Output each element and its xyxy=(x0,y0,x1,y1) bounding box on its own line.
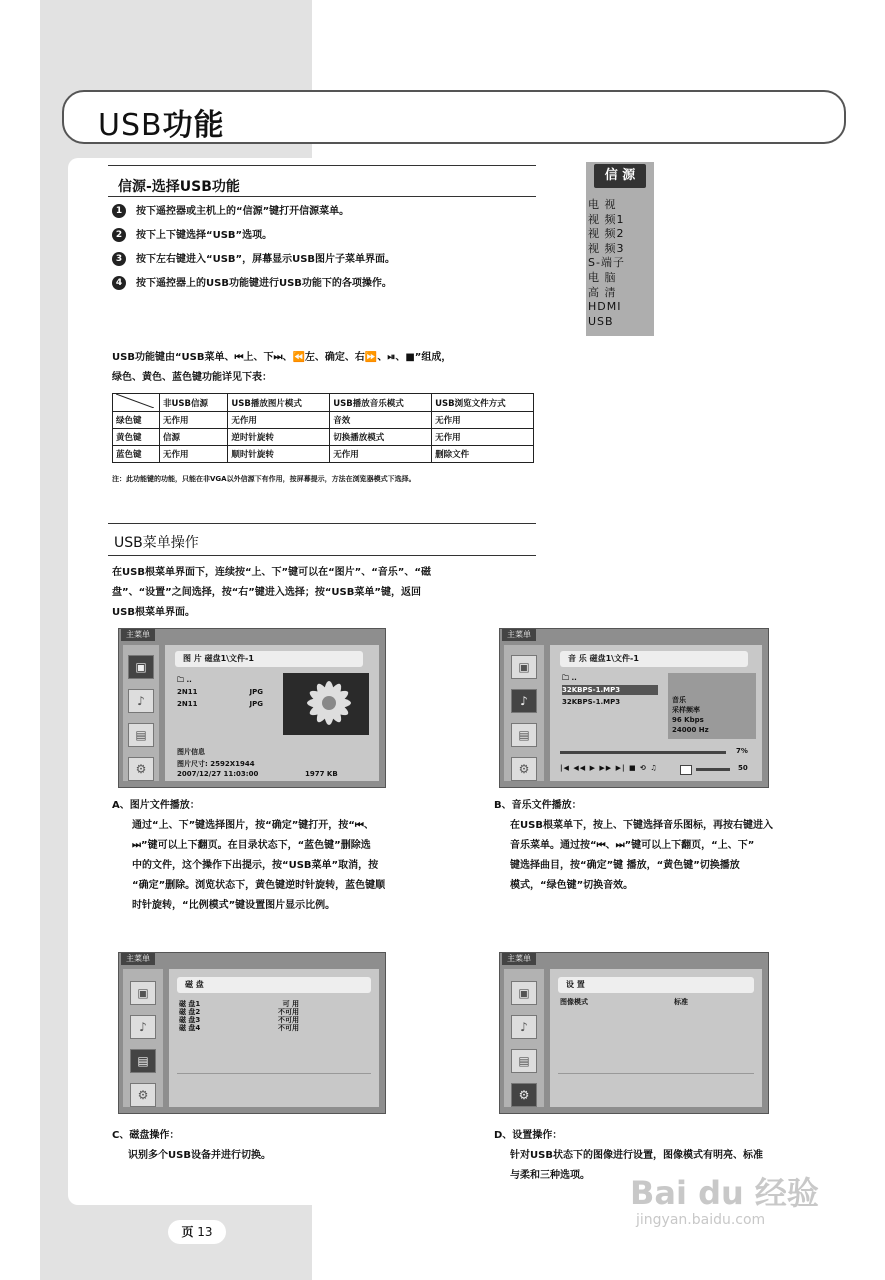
step-text: 按下上下键选择“USB”选项。 xyxy=(136,230,273,241)
file-ext: JPG xyxy=(249,688,263,696)
step-list xyxy=(112,200,552,296)
divider xyxy=(558,1073,754,1074)
music-info-line: 采样频率 xyxy=(672,706,700,714)
folder-up-item[interactable] xyxy=(177,675,192,685)
para-line: USB根菜单界面。 xyxy=(112,607,195,618)
screen-sidebar xyxy=(123,969,163,1107)
table-cell: 删除文件 xyxy=(432,446,534,463)
disk-name: 磁 盘1 xyxy=(179,1000,201,1008)
source-item[interactable]: 电 脑 xyxy=(588,270,617,284)
page-label: 页 xyxy=(181,1225,194,1239)
table-cell: 无作用 xyxy=(160,412,228,429)
main-menu-tab[interactable]: 主菜单 xyxy=(502,953,536,965)
disk-row[interactable] xyxy=(179,1023,299,1033)
caption-title: A、图片文件播放： xyxy=(112,800,200,811)
setting-value[interactable]: 标准 xyxy=(674,998,688,1006)
section1-heading: 信源-选择USB功能 xyxy=(118,179,240,195)
main-menu-tab[interactable]: 主菜单 xyxy=(121,629,155,641)
file-item[interactable] xyxy=(177,687,263,697)
table-cell: 切换播放模式 xyxy=(330,429,432,446)
caption-line: 音乐菜单。通过按“⏮、⏭”键可以上下翻页，“上、下” xyxy=(510,840,755,851)
caption-body xyxy=(494,816,856,896)
source-item[interactable]: USB xyxy=(588,314,614,328)
volume-icon xyxy=(680,765,692,775)
main-menu-tab[interactable]: 主菜单 xyxy=(502,629,536,641)
section1-top-rule xyxy=(108,165,536,166)
disk-state: 可 用 xyxy=(282,1000,299,1008)
step-text: 按下左右键进入“USB”，屏幕显示USB图片子菜单界面。 xyxy=(136,254,396,265)
screen-main xyxy=(165,645,379,781)
source-item[interactable]: 高 清 xyxy=(588,285,617,299)
caption-music xyxy=(494,796,856,896)
picture-date: 2007/12/27 11:03:00 xyxy=(177,770,259,778)
volume-bar[interactable] xyxy=(696,768,730,771)
watermark-logo: Bai du 经验 xyxy=(630,1174,819,1212)
progress-percent: 7% xyxy=(736,747,748,755)
source-menu-list xyxy=(588,198,625,329)
screen-main xyxy=(550,645,762,781)
picture-size: 图片尺寸: 2592X1944 xyxy=(177,760,255,768)
table-row xyxy=(113,429,534,446)
table-cell: 蓝色键 xyxy=(113,446,160,463)
disk-state: 不可用 xyxy=(278,1008,299,1016)
divider xyxy=(177,1073,371,1074)
screen-picture xyxy=(118,628,386,788)
step-number: 1 xyxy=(112,204,126,218)
settings-icon[interactable]: ⚙ xyxy=(511,757,537,781)
caption-picture xyxy=(112,796,472,916)
intro-text xyxy=(112,348,552,388)
folder-icon: 🗀 xyxy=(177,676,184,684)
step-number: 3 xyxy=(112,252,126,266)
caption-line: ⏭”键可以上下翻页。在目录状态下，“蓝色键”删除选 xyxy=(132,840,371,851)
main-menu-tab[interactable]: 主菜单 xyxy=(121,953,155,965)
picture-icon[interactable]: ▣ xyxy=(511,655,537,679)
diagonal-line-icon xyxy=(116,394,154,408)
table-note: 注：此功能键的功能，只能在非VGA以外信源下有作用，按屏幕提示，方法在浏览器模式下选择。 xyxy=(112,475,416,483)
screen-title: 图 片 磁盘1\文件-1 xyxy=(175,651,363,667)
music-info-title: 音乐 xyxy=(672,696,686,704)
caption-title: D、设置操作： xyxy=(494,1130,563,1141)
progress-bar[interactable] xyxy=(560,751,726,754)
screen-sidebar xyxy=(504,645,544,781)
step-item xyxy=(112,200,552,224)
music-icon[interactable]: ♪ xyxy=(511,689,537,713)
title-prefix: USB xyxy=(98,108,163,143)
table-cell: 黄色键 xyxy=(113,429,160,446)
step-text: 按下遥控器或主机上的“信源”键打开信源菜单。 xyxy=(136,206,350,217)
watermark-url: jingyan.baidu.com xyxy=(636,1212,766,1228)
setting-label: 图像模式 xyxy=(560,998,588,1006)
step-text: 按下遥控器上的USB功能键进行USB功能下的各项操作。 xyxy=(136,278,392,289)
intro-line: 绿色、黄色、蓝色键功能详见下表： xyxy=(112,372,272,383)
caption-line: 中的文件，这个操作下出提示，按“USB菜单”取消，按 xyxy=(132,860,379,871)
screen-title: 音 乐 磁盘1\文件-1 xyxy=(560,651,748,667)
step-number: 2 xyxy=(112,228,126,242)
intro-line: USB功能键由“USB菜单、⏮上、下⏭、⏪左、确定、右⏩、⏯、■”组成， xyxy=(112,352,452,363)
page-number xyxy=(168,1220,226,1244)
step-item xyxy=(112,224,552,248)
caption-line: 在USB根菜单下，按上、下键选择音乐图标，再按右键进入 xyxy=(510,820,773,831)
settings-icon[interactable]: ⚙ xyxy=(511,1083,537,1107)
source-item[interactable]: 电 视 xyxy=(588,198,617,211)
table-header-cell xyxy=(113,394,160,412)
disk-icon[interactable]: ▤ xyxy=(511,1049,537,1073)
music-icon[interactable]: ♪ xyxy=(511,1015,537,1039)
caption-disk xyxy=(112,1126,452,1166)
source-item[interactable]: 视 频2 xyxy=(588,227,625,241)
caption-line: 通过“上、下”键选择图片，按“确定”键打开，按“⏮、 xyxy=(132,820,374,831)
source-item[interactable]: S-端子 xyxy=(588,256,625,270)
screen-sidebar xyxy=(504,969,544,1107)
screen-title: 设 置 xyxy=(558,977,754,993)
screen-title: 磁 盘 xyxy=(177,977,371,993)
settings-icon[interactable]: ⚙ xyxy=(128,757,154,781)
music-info-line: 24000 Hz xyxy=(672,726,709,734)
table-header-row xyxy=(113,394,534,412)
music-info-line: 96 Kbps xyxy=(672,716,704,724)
music-icon[interactable]: ♪ xyxy=(130,1015,156,1039)
caption-line: 时针旋转，“比例模式”键设置图片显示比例。 xyxy=(132,900,336,911)
photo-preview xyxy=(283,673,369,735)
screen-sidebar xyxy=(123,645,159,781)
music-icon[interactable]: ♪ xyxy=(128,689,154,713)
table-row xyxy=(113,412,534,429)
source-item[interactable]: 视 频3 xyxy=(588,241,625,255)
table-cell: 音效 xyxy=(330,412,432,429)
table-header-cell: USB播放音乐模式 xyxy=(330,394,432,412)
disk-name: 磁 盘4 xyxy=(179,1024,201,1032)
table-cell: 无作用 xyxy=(432,429,534,446)
screen-music xyxy=(499,628,769,788)
source-item[interactable]: 视 频1 xyxy=(588,212,625,226)
file-name: 2N11 xyxy=(177,700,198,708)
music-file-item[interactable]: 32KBPS-1.MP3 xyxy=(562,685,658,695)
caption-body xyxy=(112,816,472,916)
caption-title: B、音乐文件播放： xyxy=(494,800,582,811)
screen-disk xyxy=(118,952,386,1114)
screen-settings xyxy=(499,952,769,1114)
file-ext: JPG xyxy=(249,700,263,708)
table-cell: 无作用 xyxy=(228,412,330,429)
step-item xyxy=(112,272,552,296)
disk-state: 不可用 xyxy=(278,1024,299,1032)
caption-line: 识别多个USB设备并进行切换。 xyxy=(128,1150,271,1161)
caption-line: 键选择曲目，按“确定”键 播放，“黄色键”切换播放 xyxy=(510,860,740,871)
page-value: 13 xyxy=(197,1225,213,1239)
disk-name: 磁 盘3 xyxy=(179,1016,201,1024)
table-header-cell: USB播放图片模式 xyxy=(228,394,330,412)
volume-value: 50 xyxy=(738,764,748,772)
picture-icon[interactable]: ▣ xyxy=(511,981,537,1005)
section2-bottom-rule xyxy=(108,555,536,556)
disk-name: 磁 盘2 xyxy=(179,1008,201,1016)
picture-icon[interactable]: ▣ xyxy=(130,981,156,1005)
playback-controls[interactable]: |◀ ◀◀ ▶ ▶▶ ▶| ■ ⟲ ♫ xyxy=(560,764,658,772)
para-line: 在USB根菜单界面下，连续按“上、下”键可以在“图片”、“音乐”、“磁 xyxy=(112,567,431,578)
music-file-item[interactable]: 32KBPS-1.MP3 xyxy=(562,698,621,706)
file-name: 2N11 xyxy=(177,688,198,696)
music-info-panel xyxy=(668,673,756,739)
caption-line: 模式，“绿色键”切换音效。 xyxy=(510,880,634,891)
settings-icon[interactable]: ⚙ xyxy=(130,1083,156,1107)
caption-line: 针对USB状态下的图像进行设置，图像模式有明亮、标准 xyxy=(510,1150,763,1161)
folder-icon: 🗀 xyxy=(562,674,569,682)
caption-line: 与柔和三种选项。 xyxy=(510,1170,590,1181)
table-cell: 绿色键 xyxy=(113,412,160,429)
picture-info-label: 图片信息 xyxy=(177,748,205,756)
para-line: 盘”、“设置”之间选择，按“右”键进入选择；按“USB菜单”键，返回 xyxy=(112,587,421,598)
picture-icon[interactable]: ▣ xyxy=(128,655,154,679)
folder-up-label: .. xyxy=(571,674,577,682)
table-row xyxy=(113,446,534,463)
section2-top-rule xyxy=(108,523,536,524)
step-number: 4 xyxy=(112,276,126,290)
table-cell: 信源 xyxy=(160,429,228,446)
flower-image xyxy=(283,673,369,735)
source-item[interactable]: HDMI xyxy=(588,300,622,314)
step-item xyxy=(112,248,552,272)
function-key-table xyxy=(112,393,534,463)
table-header-cell: USB浏览文件方式 xyxy=(432,394,534,412)
table-cell: 无作用 xyxy=(330,446,432,463)
disk-state: 不可用 xyxy=(278,1016,299,1024)
caption-title: C、磁盘操作： xyxy=(112,1130,180,1141)
section2-heading: USB菜单操作 xyxy=(114,535,199,551)
section2-paragraph xyxy=(112,563,542,623)
table-cell: 无作用 xyxy=(432,412,534,429)
table-header-cell: 非USB信源 xyxy=(160,394,228,412)
table-cell: 顺时针旋转 xyxy=(228,446,330,463)
file-item[interactable] xyxy=(177,699,263,709)
caption-line: “确定”删除。浏览状态下，黄色键逆时针旋转，蓝色键顺 xyxy=(132,880,386,891)
folder-up-item[interactable] xyxy=(562,673,577,683)
table-cell: 无作用 xyxy=(160,446,228,463)
screen-main xyxy=(169,969,379,1107)
disk-icon[interactable]: ▤ xyxy=(511,723,537,747)
disk-icon[interactable]: ▤ xyxy=(130,1049,156,1073)
section1-bottom-rule xyxy=(108,196,536,197)
disk-icon[interactable]: ▤ xyxy=(128,723,154,747)
title-main: 功能 xyxy=(162,108,225,143)
picture-filesize: 1977 KB xyxy=(305,770,338,778)
screen-main xyxy=(550,969,762,1107)
page-title xyxy=(98,100,225,144)
folder-up-label: .. xyxy=(186,676,192,684)
table-cell: 逆时针旋转 xyxy=(228,429,330,446)
source-menu-header: 信 源 xyxy=(594,164,646,188)
